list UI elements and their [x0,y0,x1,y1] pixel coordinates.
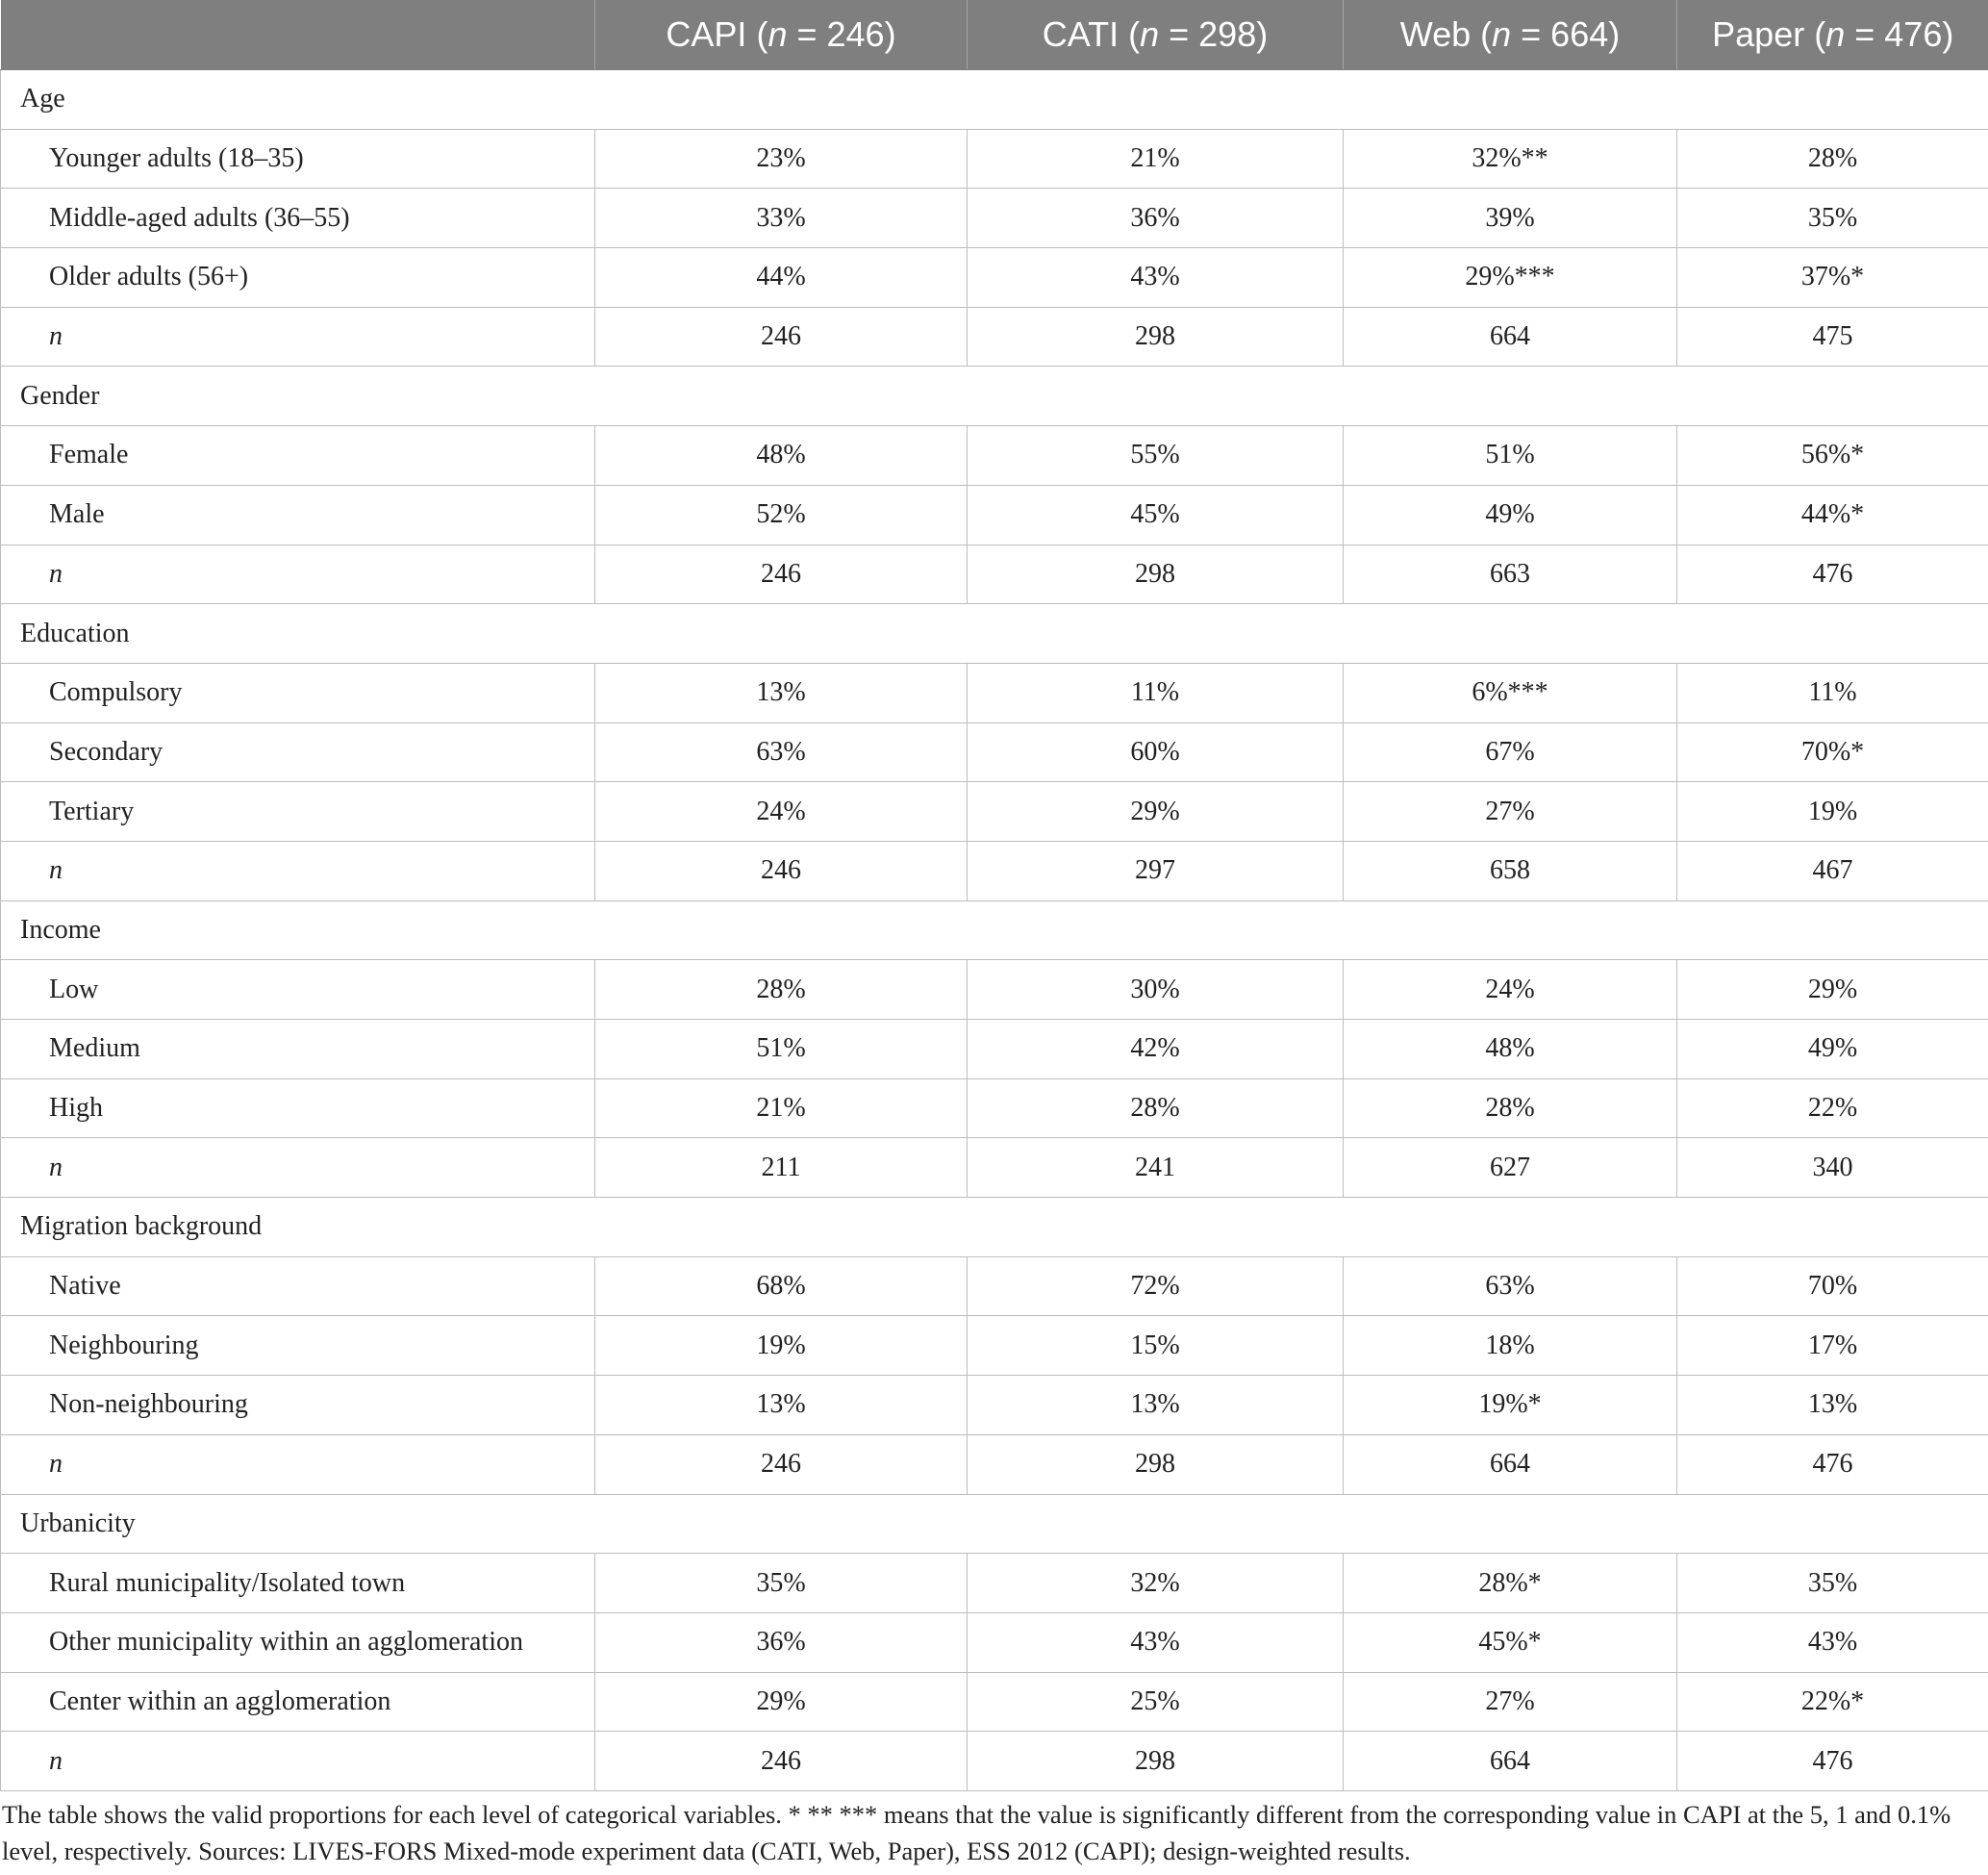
row-label: Secondary [1,722,595,782]
cell-paper: 70% [1677,1256,1988,1316]
cell-cati: 11% [968,663,1344,722]
row-label: Non-neighbouring [1,1376,595,1435]
col-name: Web [1399,14,1472,54]
row-label: Medium [1,1020,595,1079]
cell-web: 664 [1344,307,1677,367]
cell-cati: 13% [968,1376,1344,1435]
col-name: CAPI [666,14,747,54]
table-row [1,1672,1988,1732]
table-footnote: The table shows the valid proportions for each level of categorical variables. * ** *** means that the value is significantly different from the corresponding value in CAPI at the 5, 1 and 0.1% level, respectively. Sources: LIVES-FORS Mixed-mode experiment data (CATI, Web, Paper), ESS 2012 (CAPI); design-weighted results. [2,1800,1951,1865]
section-header-row [1,1494,1988,1554]
cell-paper: 44%* [1677,485,1988,545]
cell-web: 45%* [1344,1612,1677,1672]
table-header [1,0,1988,70]
header-col-web: Web (n = 664) [1344,0,1677,70]
cell-cati: 298 [968,545,1344,604]
table-row [1,782,1988,842]
section-title: Migration background [1,1198,1988,1257]
cell-capi: 246 [595,841,968,900]
table-body [1,70,1988,1791]
header-corner-cell [1,0,595,70]
cell-web: 28% [1344,1078,1677,1138]
cell-web: 627 [1344,1138,1677,1198]
cell-web: 49% [1344,485,1677,545]
cell-paper: 22% [1677,1078,1988,1138]
cell-capi: 246 [595,307,968,367]
cell-paper: 476 [1677,1434,1988,1494]
table-row [1,129,1988,189]
row-label: n [1,545,595,604]
cell-cati: 298 [968,307,1344,367]
col-n-value: 246 [826,14,885,54]
row-label: Native [1,1256,595,1316]
row-label: n [1,1732,595,1791]
row-label: n [1,1434,595,1494]
cell-paper: 56%* [1677,426,1988,486]
col-n-label: n [1825,14,1846,54]
cell-capi: 19% [595,1316,968,1376]
cell-cati: 297 [968,841,1344,900]
cell-capi: 44% [595,248,968,308]
cell-cati: 15% [968,1316,1344,1376]
cell-cati: 45% [968,485,1344,545]
sample-size-row [1,841,1988,900]
cell-capi: 13% [595,1376,968,1435]
col-name: Paper [1712,14,1805,54]
table-row [1,1376,1988,1435]
row-label: Neighbouring [1,1316,595,1376]
table-row [1,663,1988,722]
cell-capi: 52% [595,485,968,545]
cell-web: 29%*** [1344,248,1677,308]
table-row [1,485,1988,545]
sample-size-row [1,1138,1988,1198]
col-close: ) [884,14,896,54]
cell-paper: 13% [1677,1376,1988,1435]
section-title: Urbanicity [1,1494,1988,1554]
cell-capi: 13% [595,663,968,722]
cell-cati: 36% [968,189,1344,248]
cell-cati: 55% [968,426,1344,486]
row-label: Low [1,960,595,1020]
cell-cati: 60% [968,722,1344,782]
sample-size-row [1,307,1988,367]
header-col-paper: Paper (n = 476) [1677,0,1988,70]
row-label: Rural municipality/Isolated town [1,1554,595,1613]
row-label: n [1,1138,595,1198]
cell-paper: 22%* [1677,1672,1988,1732]
cell-cati: 43% [968,1612,1344,1672]
col-eq: = [1159,14,1199,54]
row-label: Older adults (56+) [1,248,595,308]
row-label: High [1,1078,595,1138]
cell-cati: 21% [968,129,1344,189]
section-title: Education [1,604,1988,664]
cell-cati: 32% [968,1554,1344,1613]
table-row [1,248,1988,308]
cell-paper: 475 [1677,307,1988,367]
col-eq: = [787,14,827,54]
cell-cati: 29% [968,782,1344,842]
col-name: CATI [1042,14,1120,54]
cell-paper: 476 [1677,1732,1988,1791]
row-label: Tertiary [1,782,595,842]
row-label: Middle-aged adults (36–55) [1,189,595,248]
cell-capi: 51% [595,1020,968,1079]
row-label: Center within an agglomeration [1,1672,595,1732]
cell-cati: 42% [968,1020,1344,1079]
cell-capi: 23% [595,129,968,189]
table-row [1,1078,1988,1138]
header-col-cati: CATI (n = 298) [968,0,1344,70]
sample-size-row [1,545,1988,604]
cell-capi: 33% [595,189,968,248]
section-title: Gender [1,367,1988,426]
cell-capi: 246 [595,1732,968,1791]
cell-paper: 43% [1677,1612,1988,1672]
cell-capi: 68% [595,1256,968,1316]
cell-web: 51% [1344,426,1677,486]
col-n-value: 298 [1198,14,1257,54]
col-close: ) [1942,14,1954,54]
cell-paper: 70%* [1677,722,1988,782]
cell-web: 6%*** [1344,663,1677,722]
cell-web: 67% [1344,722,1677,782]
cell-paper: 35% [1677,1554,1988,1613]
cell-capi: 28% [595,960,968,1020]
table-row [1,1316,1988,1376]
section-header-row [1,900,1988,960]
sample-size-row [1,1732,1988,1791]
cell-web: 658 [1344,841,1677,900]
cell-capi: 21% [595,1078,968,1138]
cell-capi: 211 [595,1138,968,1198]
section-header-row [1,604,1988,664]
col-eq: = [1511,14,1551,54]
row-label: Younger adults (18–35) [1,129,595,189]
section-header-row [1,70,1988,130]
col-n-label: n [768,14,788,54]
cell-capi: 63% [595,722,968,782]
cell-capi: 36% [595,1612,968,1672]
cell-paper: 49% [1677,1020,1988,1079]
cell-capi: 29% [595,1672,968,1732]
cell-web: 27% [1344,782,1677,842]
table-row [1,1020,1988,1079]
col-close: ) [1608,14,1621,54]
cell-paper: 11% [1677,663,1988,722]
cell-web: 28%* [1344,1554,1677,1613]
cell-capi: 246 [595,1434,968,1494]
row-label: Male [1,485,595,545]
table-row [1,426,1988,486]
row-label: Female [1,426,595,486]
cell-paper: 37%* [1677,248,1988,308]
cell-web: 32%** [1344,129,1677,189]
cell-web: 664 [1344,1434,1677,1494]
section-header-row [1,367,1988,426]
cell-paper: 340 [1677,1138,1988,1198]
cell-paper: 476 [1677,545,1988,604]
cell-capi: 24% [595,782,968,842]
col-close: ) [1256,14,1269,54]
row-label: Other municipality within an agglomeration [1,1612,595,1672]
cell-cati: 241 [968,1138,1344,1198]
sample-size-row [1,1434,1988,1494]
header-col-capi: CAPI (n = 246) [595,0,968,70]
cell-cati: 28% [968,1078,1344,1138]
cell-capi: 35% [595,1554,968,1613]
table-row [1,722,1988,782]
cell-web: 39% [1344,189,1677,248]
header-row [1,0,1988,70]
row-label: n [1,841,595,900]
cell-paper: 19% [1677,782,1988,842]
cell-web: 48% [1344,1020,1677,1079]
table-row [1,1612,1988,1672]
cell-web: 19%* [1344,1376,1677,1435]
cell-cati: 43% [968,248,1344,308]
cell-cati: 30% [968,960,1344,1020]
cell-cati: 72% [968,1256,1344,1316]
cell-web: 664 [1344,1732,1677,1791]
cell-web: 663 [1344,545,1677,604]
cell-paper: 28% [1677,129,1988,189]
col-n-value: 664 [1550,14,1609,54]
section-title: Age [1,70,1988,130]
cell-web: 63% [1344,1256,1677,1316]
row-label: Compulsory [1,663,595,722]
col-n-value: 476 [1884,14,1943,54]
cell-paper: 17% [1677,1316,1988,1376]
cell-capi: 246 [595,545,968,604]
cell-paper: 35% [1677,189,1988,248]
section-header-row [1,1198,1988,1257]
cell-capi: 48% [595,426,968,486]
cell-cati: 298 [968,1732,1344,1791]
cell-web: 27% [1344,1672,1677,1732]
cell-web: 24% [1344,960,1677,1020]
table-row [1,1554,1988,1613]
col-n-label: n [1492,14,1512,54]
cell-paper: 29% [1677,960,1988,1020]
section-title: Income [1,900,1988,960]
cell-web: 18% [1344,1316,1677,1376]
col-eq: = [1845,14,1885,54]
col-n-label: n [1140,14,1160,54]
table-row [1,960,1988,1020]
row-label: n [1,307,595,367]
cell-cati: 25% [968,1672,1344,1732]
table-row [1,1256,1988,1316]
cell-paper: 467 [1677,841,1988,900]
cell-cati: 298 [968,1434,1344,1494]
table-row [1,189,1988,248]
